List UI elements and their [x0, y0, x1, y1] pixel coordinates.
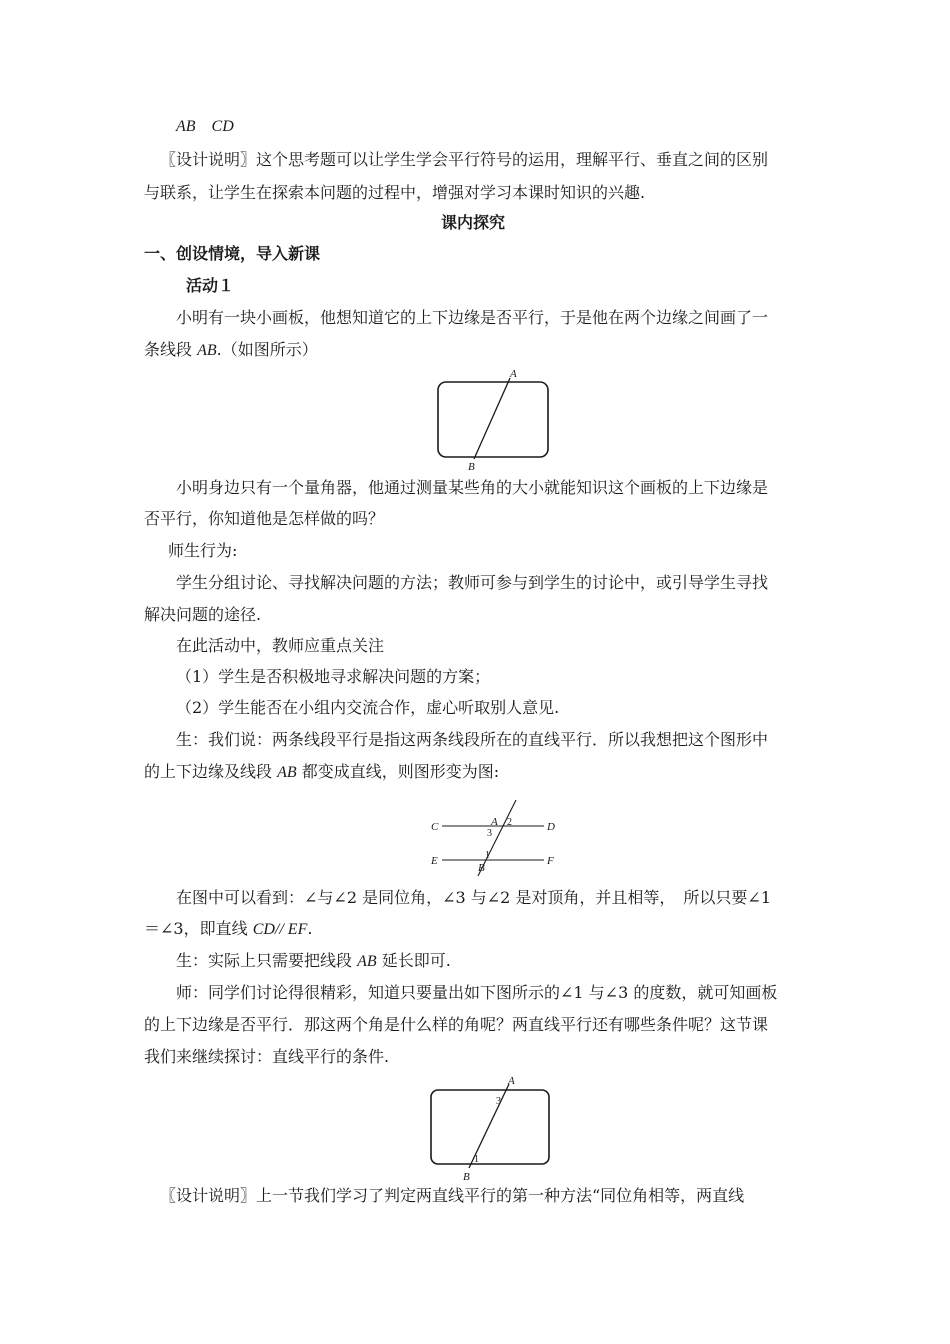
fig2-label-a: A: [491, 816, 498, 828]
board-rectangle: [438, 382, 548, 457]
fig2-angle-2: 2: [507, 817, 512, 828]
fig2-angle-3: 3: [487, 828, 492, 839]
fig2-label-c: C: [431, 821, 439, 833]
segment-ab-line: [474, 378, 510, 459]
para-1-line-2: [144, 340, 318, 361]
teacher-2-line-1: 师：同学们讨论得很精彩，知道只要量出如下图所示的∠1 与∠3 的度数，就可知画板: [176, 983, 778, 1002]
para-1-suffix: .（如图所示）: [216, 340, 318, 359]
para-4-prefix: ＝∠3，即直线: [144, 919, 253, 938]
student-1-prefix: 的上下边缘及线段: [144, 762, 278, 781]
teacher-student-label: 师生行为:: [168, 541, 238, 560]
figure-parallel-lines: [428, 796, 568, 878]
segment-ab: AB: [197, 342, 217, 359]
segment-ab: AB: [357, 953, 377, 970]
teacher-2-line-2: 的上下边缘是否平行．那这两个角是什么样的角呢？两直线平行还有哪些条件呢？这节课: [144, 1015, 769, 1034]
para-1-line-1: 小明有一块小画板，他想知道它的上下边缘是否平行，于是他在两个边缘之间画了一: [176, 308, 769, 327]
fig2-label-d: D: [547, 821, 555, 833]
focus-item-1: （1）学生是否积极地寻求解决问题的方案；: [176, 667, 491, 686]
teacher-2-line-3: 我们来继续探讨：直线平行的条件.: [144, 1047, 390, 1066]
fig2-angle-1: 1: [485, 850, 490, 861]
line-notation: CD// EF: [252, 921, 308, 938]
focus-item-2: （2）学生能否在小组内交流合作，虚心听取别人意见.: [176, 698, 560, 717]
student-1-suffix: 都变成直线，则图形变为图:: [296, 762, 500, 781]
intro-labels: AB CD: [176, 118, 234, 135]
para-3-line-2: 解决问题的途径.: [144, 605, 262, 624]
heading-create-situation: 一、创设情境，导入新课: [144, 244, 321, 263]
student-2-prefix: 生：实际上只需要把线段: [176, 951, 358, 970]
para-3-line-1: 学生分组讨论、寻找解决问题的方法；教师可参与到学生的讨论中，或引导学生寻找: [176, 573, 769, 592]
figure-drawing-board: [430, 366, 560, 478]
fig2-label-e: E: [431, 855, 438, 867]
board-rectangle: [431, 1090, 549, 1164]
design-note-2: 〖设计说明〗上一节我们学习了判定两直线平行的第一种方法“同位角相等，两直线: [160, 1186, 745, 1205]
student-2-suffix: 延长即可.: [376, 951, 451, 970]
para-4-line-1: 在图中可以看到：∠与∠2 是同位角，∠3 与∠2 是对顶角，并且相等， 所以只要∠1: [176, 888, 772, 907]
design-note-line-1: 〖设计说明〗这个思考题可以让学生学会平行符号的运用，理解平行、垂直之间的区别: [160, 150, 769, 169]
fig2-label-f: F: [547, 855, 554, 867]
para-2-line-2: 否平行，你知道他是怎样做的吗？: [144, 509, 385, 528]
fig2-label-b: B: [478, 862, 485, 874]
section-title: 课内探究: [441, 213, 506, 232]
para-4-line-2: [144, 919, 312, 940]
fig1-label-b: B: [468, 461, 475, 473]
student-1-line-2: [144, 762, 499, 783]
figure-board-angles: [425, 1072, 560, 1184]
design-note-line-2: 与联系，让学生在探索本问题的过程中，增强对学习本课时知识的兴趣.: [144, 183, 646, 202]
para-1-prefix: 条线段: [144, 340, 198, 359]
fig1-label-a: A: [510, 368, 517, 380]
para-4-suffix: .: [307, 919, 313, 938]
para-2-line-1: 小明身边只有一个量角器，他通过测量某些角的大小就能知识这个画板的上下边缘是: [176, 478, 769, 497]
fig3-angle-3: 3: [496, 1096, 501, 1107]
focus-intro: 在此活动中，教师应重点关注: [176, 636, 385, 655]
segment-ab: AB: [277, 764, 297, 781]
fig3-angle-1: 1: [474, 1154, 479, 1165]
activity-1-label: 活动１: [186, 276, 235, 295]
fig3-label-b: B: [463, 1171, 470, 1183]
student-1-line-1: 生：我们说：两条线段平行是指这两条线段所在的直线平行．所以我想把这个图形中: [176, 730, 769, 749]
student-2-line: [176, 951, 451, 972]
fig3-label-a: A: [508, 1075, 515, 1087]
